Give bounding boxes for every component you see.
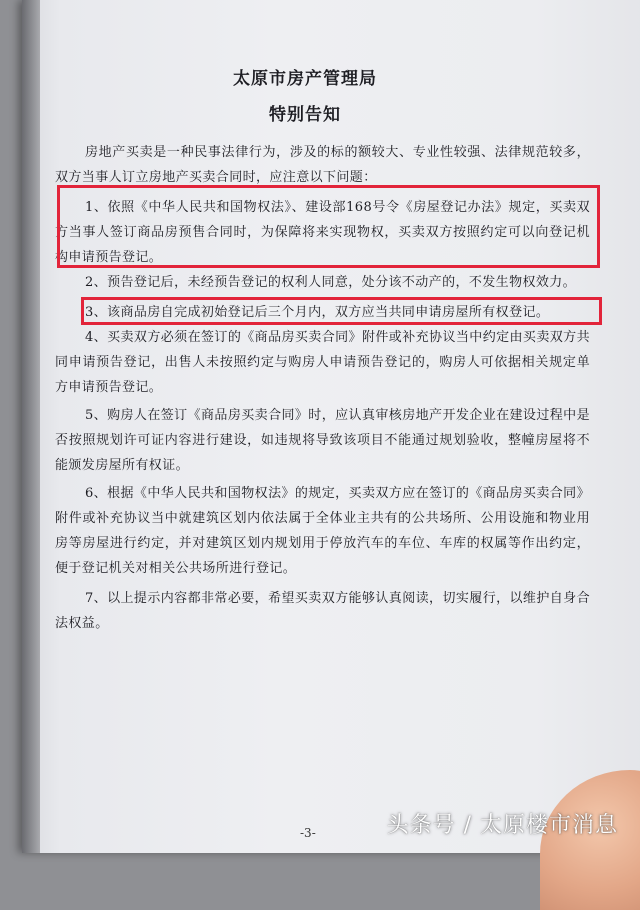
watermark-text: 头条号 / 太原楼市消息 [386,813,618,838]
highlight-box-item-1 [57,185,600,268]
intro-paragraph: 房地产买卖是一种民事法律行为，涉及的标的额较大、专业性较强、法律规范较多，双方当事人订立房地产买卖合同时，应注意以下问题： [55,145,590,185]
item-1-paragraph: 1、依照《中华人民共和国物权法》、建设部168号令《房屋登记办法》规定，买卖双方当事人签订商品房预售合同时，为保障将来实现物权，买卖双方按照约定可以向登记机构申请预告登记。 [55,200,590,265]
highlight-box-item-3 [81,297,602,325]
org-title: 太原市房产管理局 [233,69,377,89]
notice-title: 特别告知 [269,105,341,125]
item-5-paragraph: 5、购房人在签订《商品房买卖合同》时，应认真审核房地产开发企业在建设过程中是否按照规划许可证内容进行建设，如违规将导致该项目不能通过规划验收，整幢房屋将不能颁发房屋所有权证。 [55,408,590,473]
page-number: -3- [300,826,316,840]
item-3-paragraph: 3、该商品房自完成初始登记后三个月内，双方应当共同申请房屋所有权登记。 [85,305,550,320]
document-content [55,0,615,853]
item-4-paragraph: 4、买卖双方必须在签订的《商品房买卖合同》附件或补充协议当中约定由买卖双方共同申请预告登记，出售人未按照约定与购房人申请预告登记的，购房人可依据相关规定单方申请预告登记。 [55,330,590,395]
item-2-paragraph: 2、预告登记后，未经预告登记的权利人同意，处分该不动产的，不发生物权效力。 [85,275,577,290]
page-edge [22,0,40,853]
item-7-paragraph: 7、以上提示内容都非常必要，希望买卖双方能够认真阅读，切实履行，以维护自身合法权益。 [55,591,590,631]
item-6-paragraph: 6、根据《中华人民共和国物权法》的规定，买卖双方应在签订的《商品房买卖合同》附件或补充协议当中就建筑区划内依法属于全体业主共有的公共场所、公用设施和物业用房等房屋进行约定，并对建筑区划内规划用于停放汽车的车位、车库的权属等作出约定，便于登记机关对相关公共场所进行登记。 [55,486,590,576]
